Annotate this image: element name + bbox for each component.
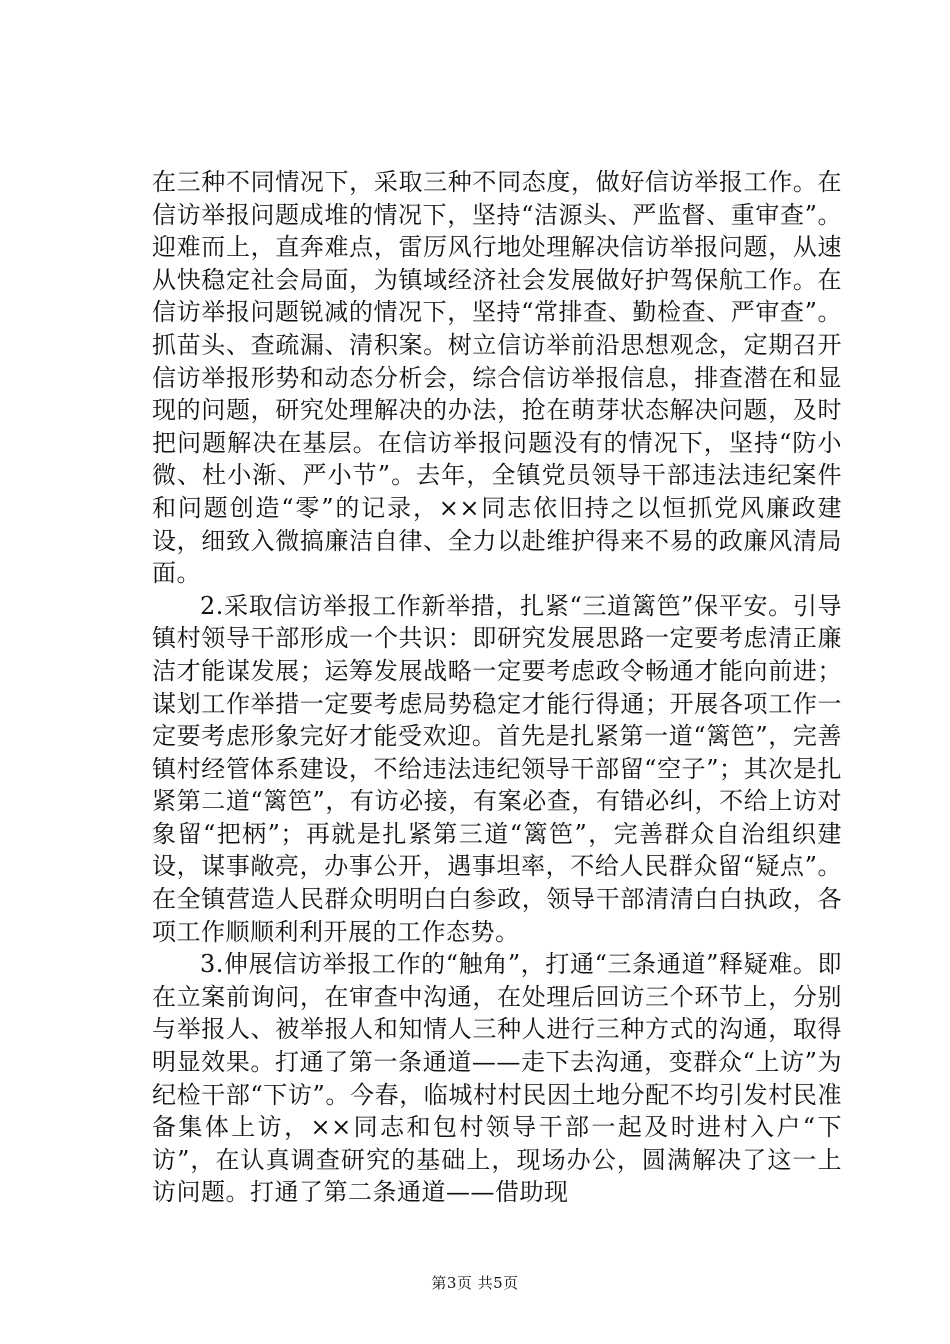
paragraph-3: 3.伸展信访举报工作的“触角”，打通“三条通道”释疑难。即在立案前询问，在审查中沟通，在处理后回访三个环节上，分别与举报人、被举报人和知情人三种人进行三种方式的沟通，取得明显效果。打通了第一条通道——走下去沟通，变群众“上访”为纪检干部“下访”。今春，临城村村民因土地分配不均引发村民准备集体上访，××同志和包村领导干部一起及时进村入户“下访”，在认真调查研究的基础上，现场办公，圆满解决了这一上访问题。打通了第二条通道——借助现 xyxy=(152,950,842,1207)
paragraph-2: 2.采取信访举报工作新举措，扎紧“三道篱笆”保平安。引导镇村领导干部形成一个共识：即研究发展思路一定要考虑清正廉洁才能谋发展；运筹发展战略一定要考虑政令畅通才能向前进；谋划工作举措一定要考虑局势稳定才能行得通；开展各项工作一定要考虑形象完好才能受欢迎。首先是扎紧第一道“篱笆”，完善镇村经管体系建设，不给违法违纪领导干部留“空子”；其次是扎紧第二道“篱笆”，有访必接，有案必查，有错必纠，不给上访对象留“把柄”；再就是扎紧第三道“篱笆”，完善群众自治组织建设，谋事敞亮，办事公开，遇事坦率，不给人民群众留“疑点”。在全镇营造人民群众明明白白参政，领导干部清清白白执政，各项工作顺顺利利开展的工作态势。 xyxy=(152,591,842,946)
document-body xyxy=(152,166,842,1209)
page-footer: 第3页 共5页 xyxy=(431,1274,519,1292)
paragraph-1: 在三种不同情况下，采取三种不同态度，做好信访举报工作。在信访举报问题成堆的情况下，坚持“洁源头、严监督、重审查”。迎难而上，直奔难点，雷厉风行地处理解决信访举报问题，从速从快稳定社会局面，为镇域经济社会发展做好护驾保航工作。在信访举报问题锐减的情况下，坚持“常排查、勤检查、严审查”。抓苗头、查疏漏、清积案。树立信访举前沿思想观念，定期召开信访举报形势和动态分析会，综合信访举报信息，排查潜在和显现的问题，研究处理解决的办法，抢在萌芽状态解决问题，及时把问题解决在基层。在信访举报问题没有的情况下，坚持“防小微、杜小渐、严小节”。去年，全镇党员领导干部违法违纪案件和问题创造“零”的记录，××同志依旧持之以恒抓党风廉政建设，细致入微搞廉洁自律、全力以赴维护得来不易的政廉风清局面。 xyxy=(152,168,842,588)
